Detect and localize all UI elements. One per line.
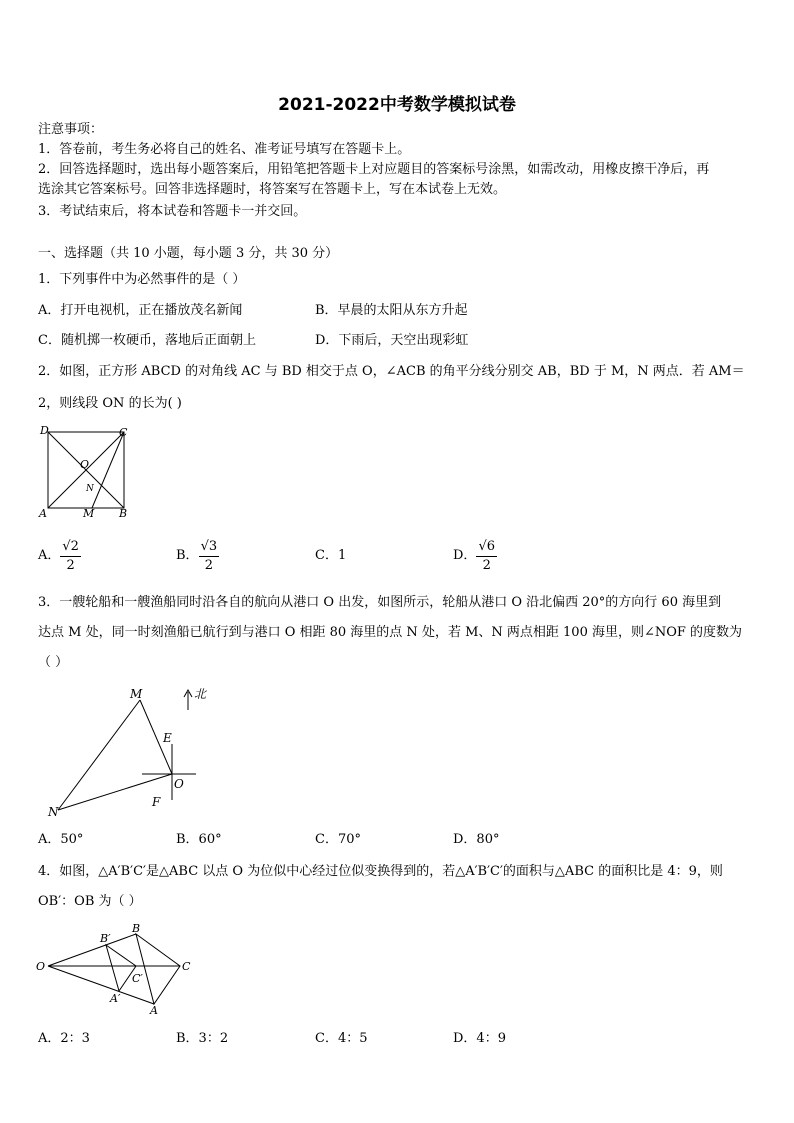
label-m: M xyxy=(130,687,143,701)
label-a: A xyxy=(39,507,47,520)
label-b-prime: B′ xyxy=(100,932,111,945)
q4-option-b: B．3：2 xyxy=(176,1031,229,1046)
triangle-abc xyxy=(136,934,180,1004)
q2-option-d-denominator: 2 xyxy=(482,557,491,573)
label-n: N xyxy=(48,805,59,819)
label-o: O xyxy=(36,960,46,973)
bisector-cm xyxy=(92,432,124,508)
label-n: N xyxy=(86,484,94,494)
section-heading: 一、选择题（共 10 小题，每小题 3 分，共 30 分） xyxy=(38,246,339,261)
label-c: C xyxy=(119,426,128,439)
notice-item-3: 3．考试结束后，将本试卷和答题卡一并交回。 xyxy=(38,204,307,219)
label-m: M xyxy=(83,507,95,520)
q1-option-c: C．随机掷一枚硬币，落地后正面朝上 xyxy=(38,333,256,348)
segment-mn xyxy=(58,700,140,810)
q2-stem-a: 2．如图，正方形 ABCD 的对角线 AC 与 BD 相交于点 O，∠ACB 的角平分线分别交 AB，BD 于 M，N 两点．若 AM＝ xyxy=(38,364,745,379)
q2-option-a-prefix: A． xyxy=(38,548,61,563)
q2-option-d xyxy=(453,534,497,578)
q2-option-a-fraction xyxy=(60,538,81,575)
q2-option-b-prefix: B． xyxy=(176,548,199,563)
notice-item-2b: 选涂其它答案标号。回答非选择题时，将答案写在答题卡上，写在本试卷上无效。 xyxy=(38,182,507,197)
q3-option-a: A．50° xyxy=(38,832,84,847)
label-a-prime: A′ xyxy=(110,992,121,1005)
q2-option-b-numerator: √3 xyxy=(199,538,220,557)
q2-option-a-denominator: 2 xyxy=(66,557,75,573)
q2-option-d-fraction xyxy=(476,538,497,575)
q4-homothety-figure xyxy=(34,918,204,1018)
q1-option-d: D．下雨后，天空出现彩虹 xyxy=(315,333,469,348)
notice-heading: 注意事项： xyxy=(38,122,104,137)
q2-option-a-numerator: √2 xyxy=(60,538,81,557)
q2-option-b-denominator: 2 xyxy=(204,557,213,573)
q2-option-b-fraction xyxy=(199,538,220,575)
ray-ob xyxy=(48,934,136,966)
q2-square-figure xyxy=(36,424,136,520)
q2-option-c: C．1 xyxy=(315,548,347,563)
label-c: C xyxy=(182,960,191,973)
q4-option-c: C．4：5 xyxy=(315,1031,368,1046)
q1-option-a: A．打开电视机，正在播放茂名新闻 xyxy=(38,303,243,318)
q4-option-d: D．4：9 xyxy=(453,1031,506,1046)
notice-item-1: 1．答卷前，考生务必将自己的姓名、准考证号填写在答题卡上。 xyxy=(38,142,411,157)
label-north: 北 xyxy=(194,687,207,701)
q4-option-a: A．2：3 xyxy=(38,1031,90,1046)
q3-option-d: D．80° xyxy=(453,832,500,847)
label-o: O xyxy=(174,777,184,791)
q3-navigation-figure xyxy=(44,682,220,820)
label-b: B xyxy=(119,507,128,520)
page-title: 2021-2022中考数学模拟试卷 xyxy=(278,95,516,115)
q3-option-c: C．70° xyxy=(315,832,361,847)
q3-stem-a: 3．一艘轮船和一艘渔船同时沿各自的航向从港口 O 出发，如图所示，轮船从港口 O 沿北偏西 20°的方向行 60 海里到 xyxy=(38,595,722,610)
label-a: A xyxy=(150,1004,158,1017)
q4-stem-b: OB′：OB 为（ ） xyxy=(38,894,142,909)
label-e: E xyxy=(163,731,172,745)
q3-option-b: B．60° xyxy=(176,832,222,847)
label-d: D xyxy=(40,424,49,437)
q2-option-d-prefix: D． xyxy=(453,548,477,563)
label-o: O xyxy=(80,458,90,471)
q2-option-b xyxy=(176,534,219,578)
q1-stem: 1．下列事件中为必然事件的是（ ） xyxy=(38,272,246,287)
label-b: B xyxy=(132,922,141,935)
q3-stem-b: 达点 M 处，同一时刻渔船已航行到与港口 O 相距 80 海里的点 N 处，若 M、N 两点相距 100 海里，则∠NOF 的度数为 xyxy=(38,625,743,640)
q3-stem-c: （ ） xyxy=(38,655,69,670)
notice-item-2a: 2．回答选择题时，选出每小题答案后，用铅笔把答题卡上对应题目的答案标号涂黑，如需改动，用橡皮擦干净后，再 xyxy=(38,162,710,177)
q2-option-a xyxy=(38,534,81,578)
label-f: F xyxy=(152,795,161,809)
q4-stem-a: 4．如图，△A′B′C′是△ABC 以点 O 为位似中心经过位似变换得到的，若△A′B′C′的面积与△ABC 的面积比是 4：9，则 xyxy=(38,864,723,879)
q2-stem-b: 2，则线段 ON 的长为( ) xyxy=(38,396,182,411)
q1-option-b: B．早晨的太阳从东方升起 xyxy=(315,303,468,318)
q2-option-d-numerator: √6 xyxy=(476,538,497,557)
label-c-prime: C′ xyxy=(132,972,143,985)
